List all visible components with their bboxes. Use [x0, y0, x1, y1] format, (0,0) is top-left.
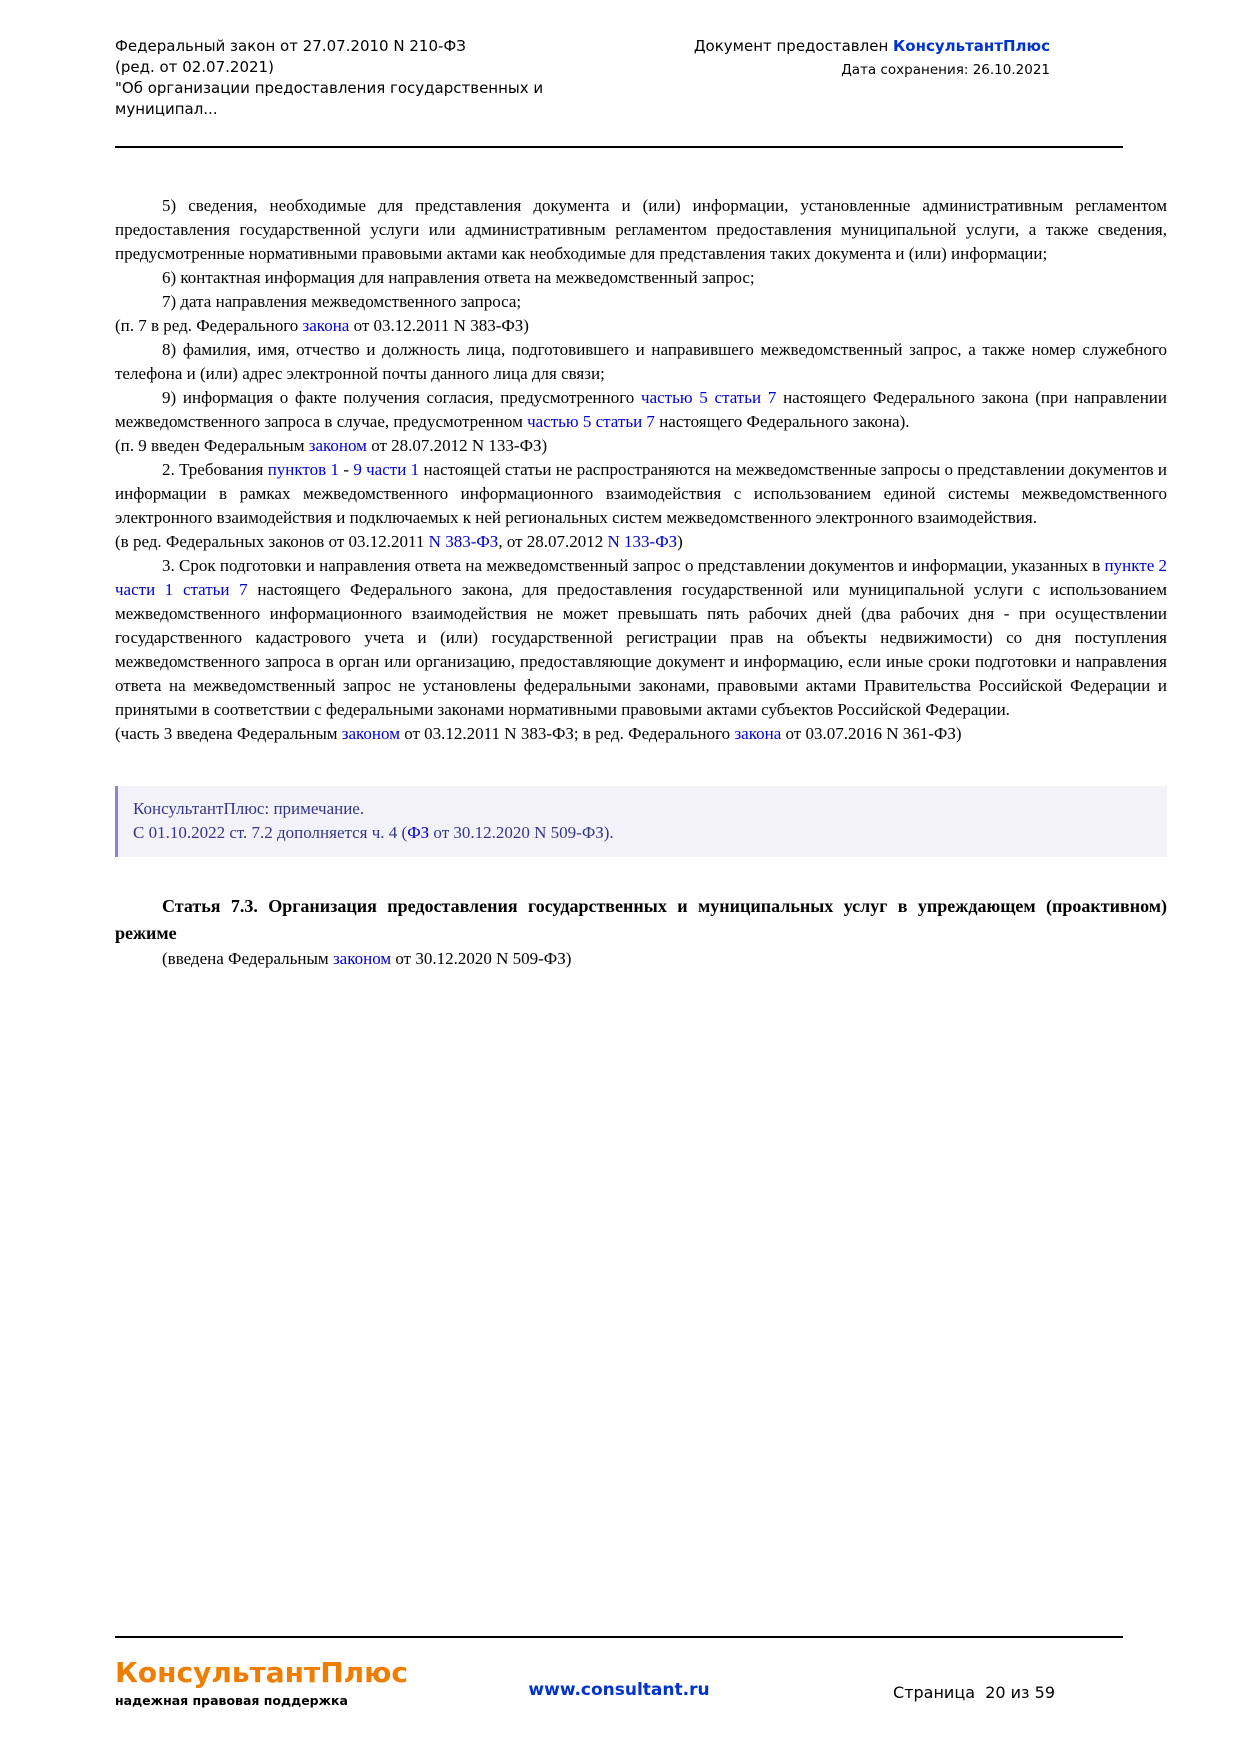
footer-site-link[interactable]: www.consultant.ru	[528, 1680, 710, 1700]
note-text	[133, 821, 1153, 845]
page-header	[0, 0, 1240, 120]
paragraph-part-3	[115, 554, 1167, 722]
doc-link[interactable]: законом	[308, 436, 367, 455]
provided-label: Документ предоставлен	[693, 37, 894, 55]
consultant-note-box	[115, 786, 1167, 857]
text-run: , от 28.07.2012	[498, 532, 608, 551]
document-title-line: (ред. от 02.07.2021)	[115, 58, 274, 76]
footer-content	[115, 1638, 1123, 1708]
paragraph-item-5	[115, 194, 1167, 266]
text-run: (введена Федеральным	[162, 949, 333, 968]
edit-note	[115, 314, 1167, 338]
document-title	[115, 36, 543, 120]
document-title-line: Федеральный закон от 27.07.2010 N 210-ФЗ	[115, 37, 466, 55]
text-run: Статья 7.3. Организация предоставления государственных и муниципальных услуг в упреждающем (проактивном) режиме	[115, 896, 1167, 943]
text-run: )	[677, 532, 683, 551]
text-run: 8) фамилия, имя, отчество и должность лица, подготовившего и направившего межведомственный запрос, а также номер служебного телефона и (или) адрес электронной почты данного лица для связи;	[115, 340, 1167, 383]
paragraph-item-8	[115, 338, 1167, 386]
save-date: Дата сохранения: 26.10.2021	[841, 62, 1050, 78]
body-blocks	[115, 194, 1167, 746]
doc-link[interactable]: N 383-ФЗ	[428, 532, 499, 551]
consultantplus-logo	[115, 1658, 408, 1708]
logo-brand-text: КонсультантПлюс	[115, 1656, 408, 1689]
text-run: от 03.12.2011 N 383-ФЗ; в ред. Федерального	[399, 724, 735, 743]
document-title-line: муниципал...	[115, 100, 218, 118]
article-heading	[115, 893, 1167, 947]
document-body	[0, 148, 1240, 971]
edit-note	[115, 947, 1167, 971]
text-run: 9) информация о факте получения согласия, предусмотренного	[162, 388, 642, 407]
text-run: 3. Срок подготовки и направления ответа на межведомственный запрос о представлении документов и информации, указанных в	[162, 556, 1105, 575]
text-run: С 01.10.2022 ст. 7.2 дополняется ч. 4 (	[133, 823, 408, 842]
paragraph-part-2	[115, 458, 1167, 530]
provided-by	[694, 36, 1050, 57]
doc-link[interactable]: ФЗ	[407, 823, 430, 842]
text-run: (в ред. Федеральных законов от 03.12.2011	[115, 532, 429, 551]
edit-note	[115, 434, 1167, 458]
text-run: 7) дата направления межведомственного запроса;	[162, 292, 522, 311]
document-meta	[694, 36, 1123, 120]
doc-link[interactable]: пунктов 1	[267, 460, 339, 479]
text-run: от 03.12.2011 N 383-ФЗ)	[349, 316, 529, 335]
doc-link[interactable]: 9 части 1	[353, 460, 420, 479]
edit-note	[115, 722, 1167, 746]
doc-link[interactable]: закона	[302, 316, 350, 335]
doc-link[interactable]: частью 5 статьи 7	[641, 388, 777, 407]
text-run: (п. 7 в ред. Федерального	[115, 316, 303, 335]
page-footer	[115, 1636, 1123, 1708]
note-title: КонсультантПлюс: примечание.	[133, 799, 365, 818]
paragraph-item-6	[115, 266, 1167, 290]
text-run: 2. Требования	[162, 460, 268, 479]
body-blocks	[115, 893, 1167, 971]
paragraph-item-9	[115, 386, 1167, 434]
text-run: 5) сведения, необходимые для представления документа и (или) информации, установленные административным регламентом предоставления государственной услуги или административным регламентом предоставления муниципальной услуги, а также сведения, предусмотренные нормативными правовыми актами как необходимые для представления таких документа и (или) информации;	[115, 196, 1167, 263]
document-title-line: "Об организации предоставления государственных и	[115, 79, 544, 97]
text-run: настоящего Федерального закона (при направлении межведомственного запроса в случае, предусмотренном	[115, 388, 1167, 431]
page-number: Страница 20 из 59	[893, 1683, 1055, 1702]
edit-note	[115, 530, 1167, 554]
text-run: (п. 9 введен Федеральным	[115, 436, 309, 455]
doc-link[interactable]: N 133-ФЗ	[607, 532, 678, 551]
text-run: от 03.07.2016 N 361-ФЗ)	[781, 724, 962, 743]
text-run: от 30.12.2020 N 509-ФЗ)	[391, 949, 572, 968]
text-run: (часть 3 введена Федеральным	[115, 724, 342, 743]
logo-tagline: надежная правовая поддержка	[115, 1693, 348, 1708]
text-run: от 28.07.2012 N 133-ФЗ)	[366, 436, 548, 455]
text-run: настоящего Федерального закона).	[654, 412, 910, 431]
paragraph-item-7	[115, 290, 1167, 314]
doc-link[interactable]: законом	[341, 724, 400, 743]
text-run: настоящей статьи не распространяются на межведомственные запросы о представлении документов и информации в рамках межведомственного информационного взаимодействия с использованием единой системы межведомственного электронного взаимодействия и подключаемых к ней региональных систем межведомственного электронного взаимодействия.	[115, 460, 1168, 527]
doc-link[interactable]: пункте 2 части 1 статьи 7	[115, 556, 1167, 599]
text-run: от 30.12.2020 N 509-ФЗ).	[429, 823, 614, 842]
doc-link[interactable]: частью 5 статьи 7	[527, 412, 655, 431]
text-run: -	[339, 460, 354, 479]
text-run: 6) контактная информация для направления ответа на межведомственный запрос;	[162, 268, 755, 287]
doc-link[interactable]: закона	[734, 724, 782, 743]
consultantplus-brand: КонсультантПлюс	[893, 37, 1050, 55]
text-run: настоящего Федерального закона, для предоставления государственной или муниципальной услуги с использованием межведомственного информационного взаимодействия не может превышать пять рабочих дней (два рабочих дня - при осуществлении государственного кадастрового учета и (или) государственной регистрации прав на объекты недвижимости) со дня поступления межведомственного запроса в орган или организацию, предоставляющие документ и информацию, если иные сроки подготовки и направления ответа на межведомственный запрос не установлены федеральными законами, правовыми актами Правительства Российской Федерации и принятыми в соответствии с федеральными законами нормативными правовыми актами субъектов Российской Федерации.	[115, 580, 1167, 719]
doc-link[interactable]: законом	[332, 949, 392, 968]
